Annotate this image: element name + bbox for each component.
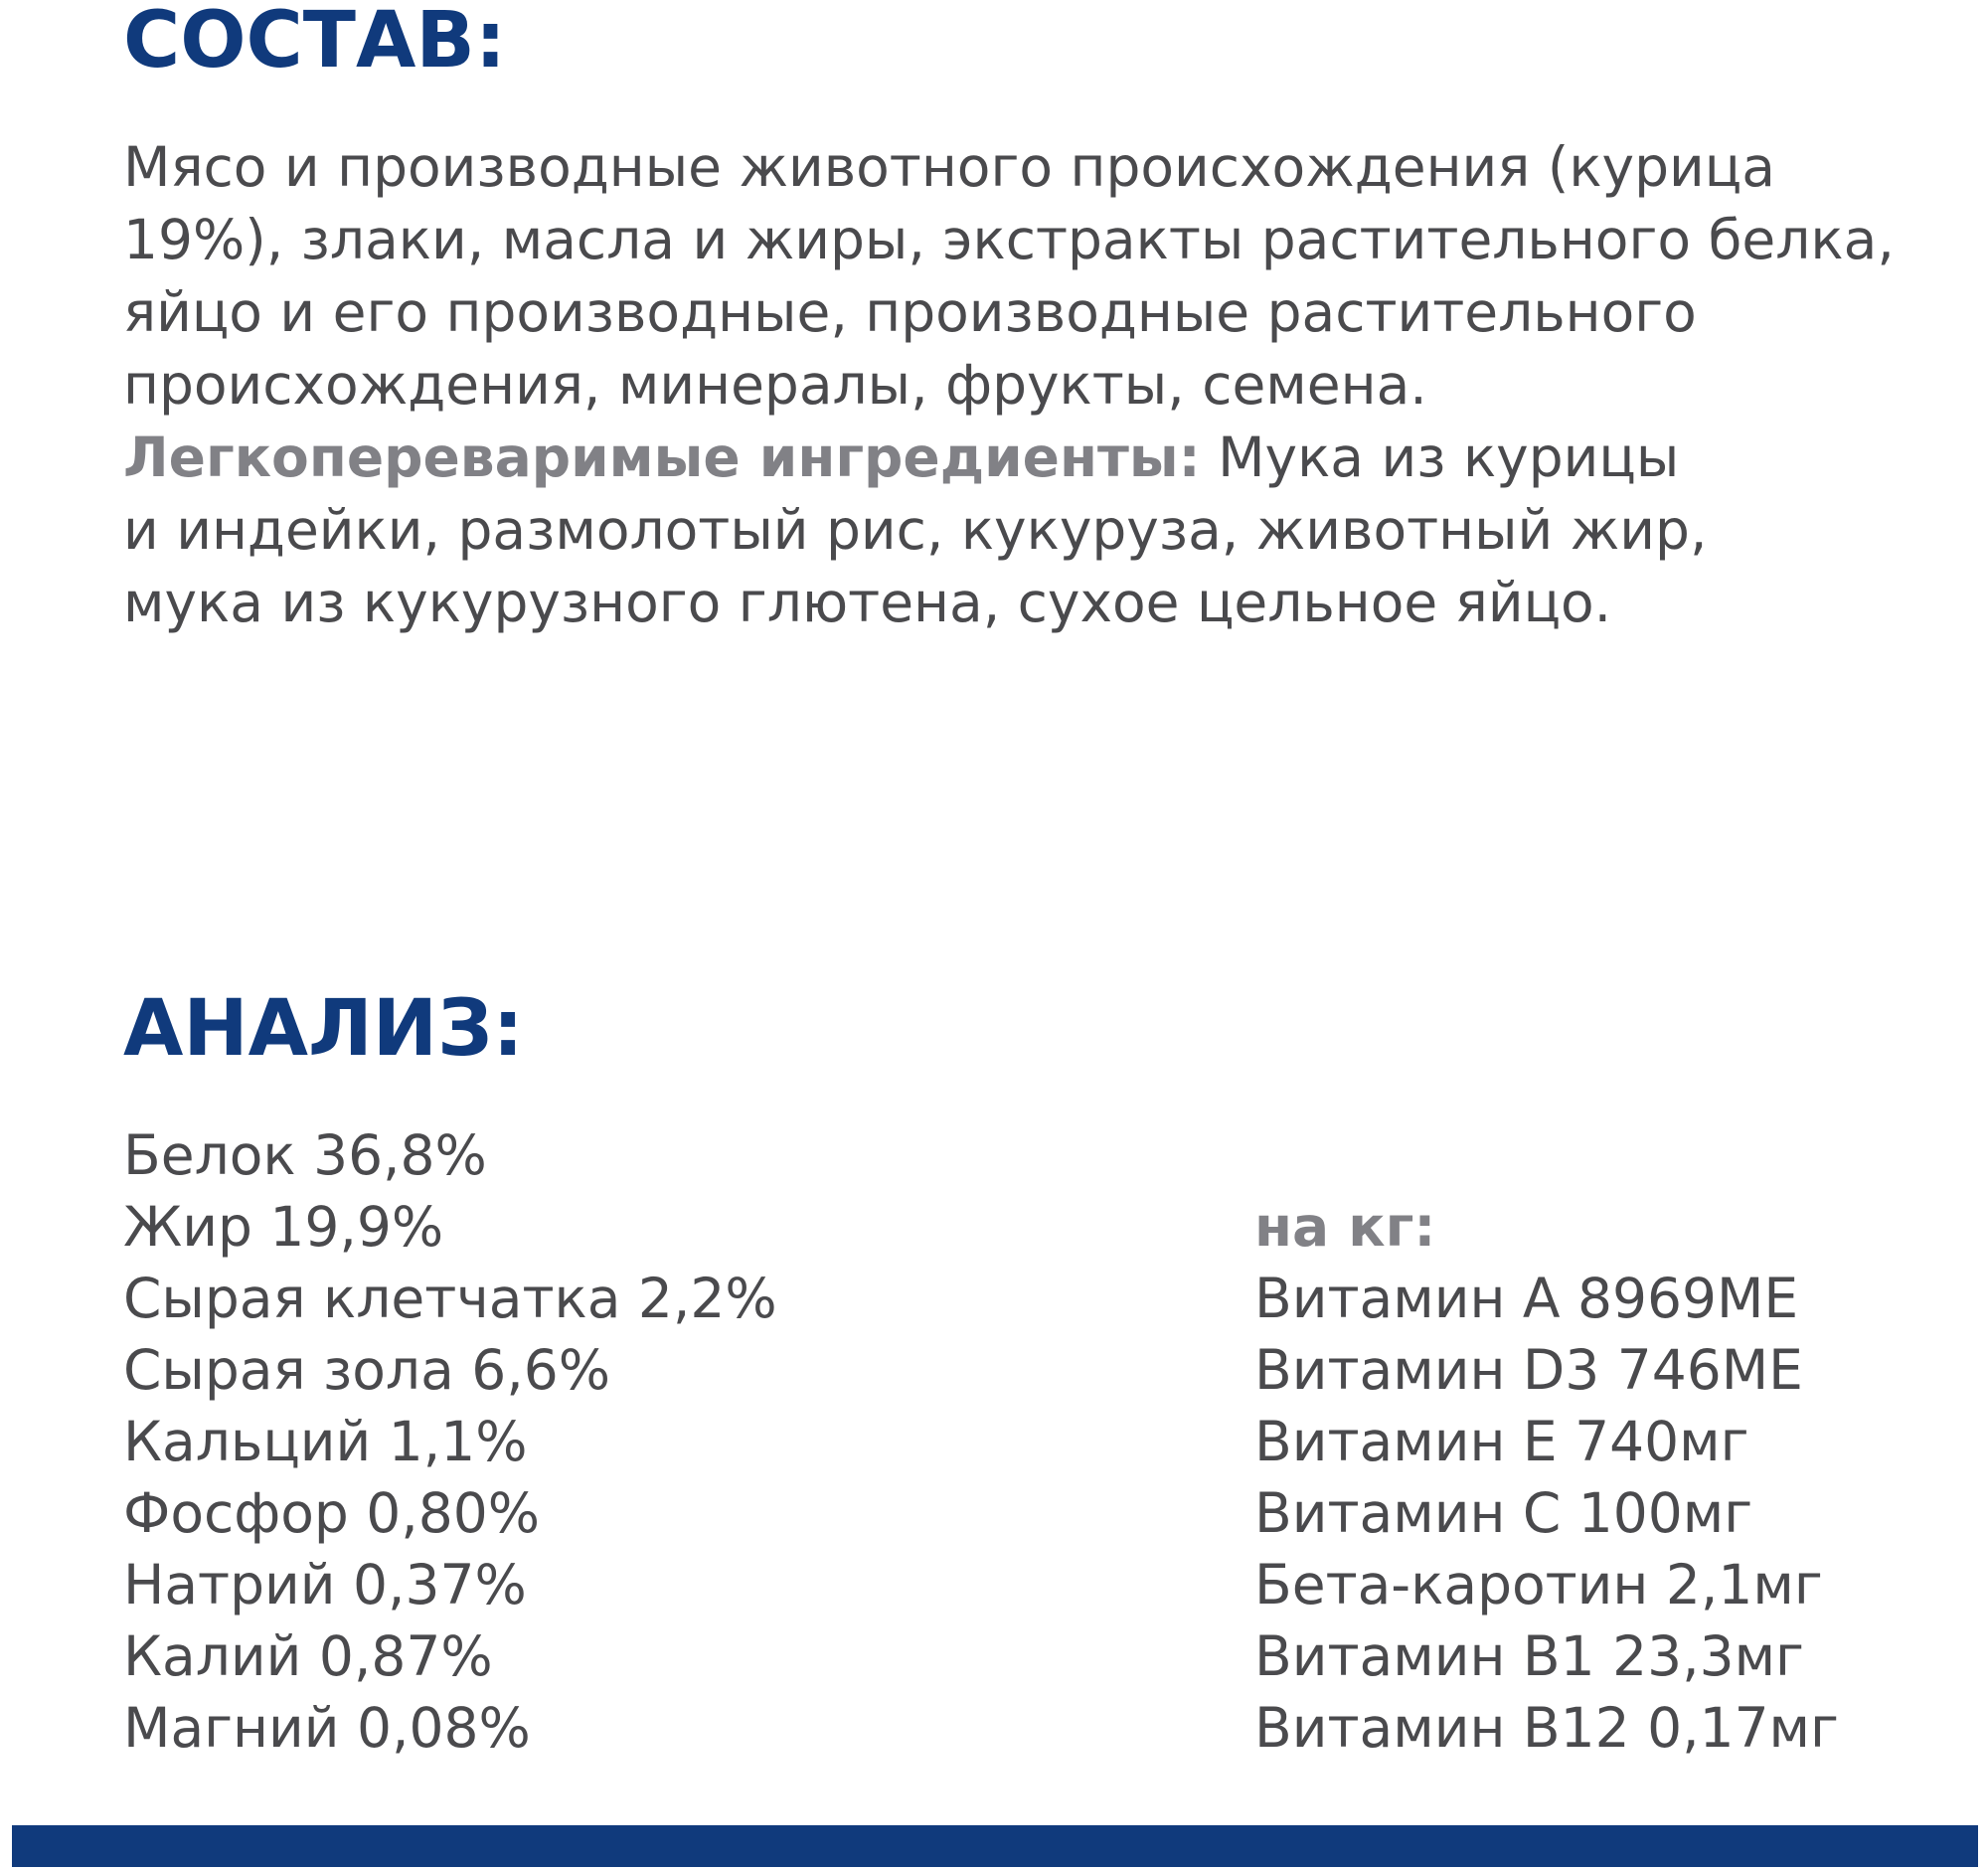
composition-text bbox=[123, 131, 1972, 639]
digestible-line bbox=[123, 422, 1972, 494]
analysis-heading: АНАЛИЗ: bbox=[123, 984, 524, 1074]
composition-line: происхождения, минералы, фрукты, семена. bbox=[123, 353, 1427, 417]
digestible-text: Мука из курицы bbox=[1200, 425, 1680, 489]
nutrient-item: Жир 19,9% bbox=[123, 1195, 444, 1259]
nutrient-item: Кальций 1,1% bbox=[123, 1410, 528, 1473]
vitamin-item: Бета-каротин 2,1мг bbox=[1254, 1553, 1823, 1616]
nutrient-item: Натрий 0,37% bbox=[123, 1553, 527, 1616]
composition-heading: СОСТАВ: bbox=[123, 0, 507, 85]
vitamin-item: Витамин Е 740мг bbox=[1254, 1410, 1749, 1473]
vitamin-item: Витамин С 100мг bbox=[1254, 1481, 1753, 1545]
composition-line: Мясо и производные животного происхождения (курица bbox=[123, 135, 1775, 199]
digestible-line: мука из кукурузного глютена, сухое цельное яйцо. bbox=[123, 571, 1612, 634]
vitamin-item: Витамин А 8969МЕ bbox=[1254, 1267, 1799, 1330]
composition-line: яйцо и его производные, производные растительного bbox=[123, 280, 1697, 344]
nutrient-item: Фосфор 0,80% bbox=[123, 1481, 541, 1545]
nutrient-item: Белок 36,8% bbox=[123, 1123, 487, 1187]
vitamin-item: Витамин D3 746МЕ bbox=[1254, 1338, 1803, 1402]
digestible-line: и индейки, размолотый рис, кукуруза, животный жир, bbox=[123, 498, 1708, 562]
nutrient-item: Сырая зола 6,6% bbox=[123, 1338, 610, 1402]
vitamin-list bbox=[1254, 1191, 1839, 1764]
per-kg-label: на кг: bbox=[1254, 1195, 1436, 1259]
composition-line: 19%), злаки, масла и жиры, экстракты растительного белка, bbox=[123, 208, 1895, 271]
vitamin-item: Витамин В1 23,3мг bbox=[1254, 1624, 1804, 1688]
digestible-label: Легкопереваримые ингредиенты: bbox=[123, 425, 1201, 489]
nutrient-item: Калий 0,87% bbox=[123, 1624, 493, 1688]
nutrient-item: Магний 0,08% bbox=[123, 1696, 531, 1760]
nutrient-list bbox=[123, 1119, 777, 1764]
vitamin-item: Витамин В12 0,17мг bbox=[1254, 1696, 1839, 1760]
footer-bar bbox=[12, 1825, 1978, 1867]
nutrient-item: Сырая клетчатка 2,2% bbox=[123, 1267, 777, 1330]
